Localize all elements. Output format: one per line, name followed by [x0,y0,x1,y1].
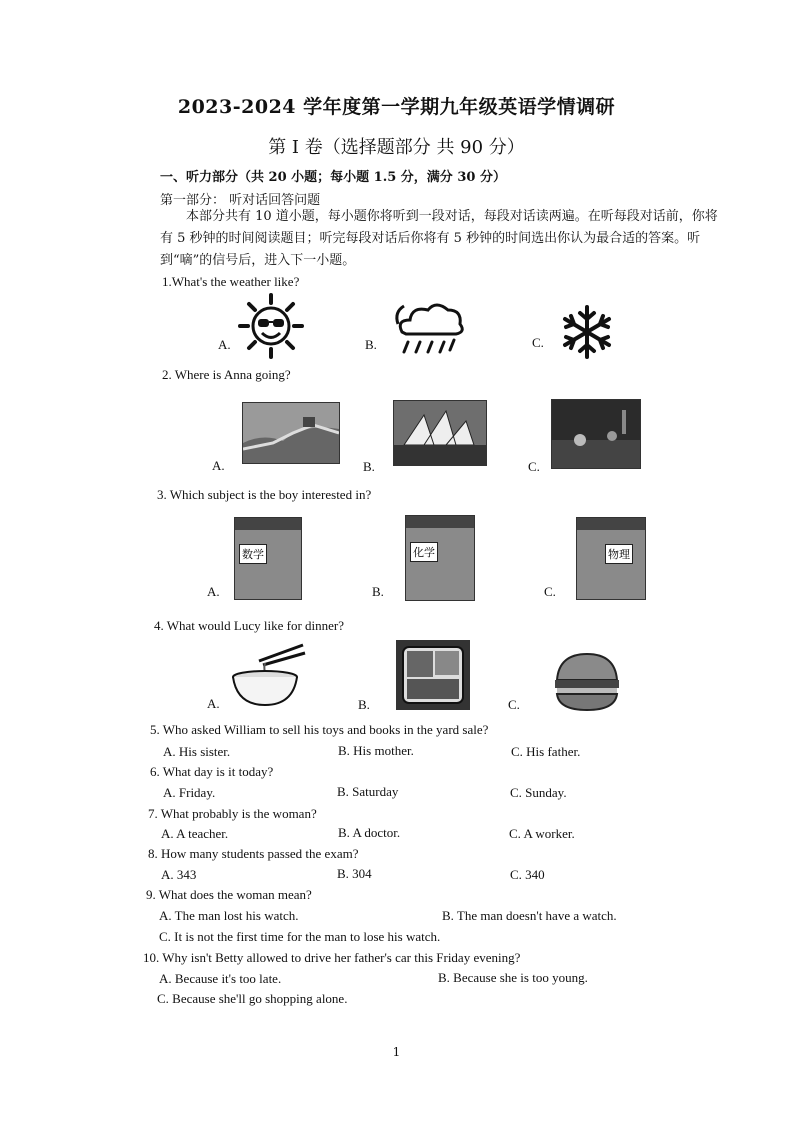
option-b: B. A doctor. [338,825,401,840]
option-label: A. [212,458,225,473]
night-city-photo [551,399,641,469]
question-9: 9. What does the woman mean? [146,887,312,902]
option-a: A. A teacher. [161,826,229,841]
book-title: 化学 [410,542,438,562]
option-b: B. Because she is too young. [438,970,588,985]
option-label: C. [532,335,544,350]
option-a: A. The man lost his watch. [159,908,299,923]
book-title: 数学 [239,544,267,564]
question-2: 2. Where is Anna going? [162,367,291,382]
option-a: A. Because it's too late. [159,971,282,986]
exam-title: 2023-2024 学年度第一学期九年级英语学情调研 [177,96,616,118]
sun-icon [238,293,304,359]
question-1: 1.What's the weather like? [162,274,300,289]
page-number: 1 [392,1045,401,1059]
opera-house-photo [393,400,487,466]
question-6: 6. What day is it today? [150,764,274,779]
option-label: A. [207,696,220,711]
great-wall-photo [242,402,340,464]
option-label: A. [218,337,231,352]
option-label: B. [358,697,370,712]
option-c: C. A worker. [509,826,575,841]
rain-cloud-icon [392,298,468,360]
option-label: C. [508,697,520,712]
book-title: 物理 [605,544,633,564]
option-label: B. [365,337,377,352]
part-label: 第一部分： 听对话回答问题 [160,193,321,208]
option-a: A. 343 [161,867,197,882]
option-label: B. [372,584,384,599]
option-b: B. His mother. [338,743,414,758]
option-label: B. [363,459,375,474]
option-b: B. Saturday [337,784,399,799]
option-a: A. Friday. [163,785,216,800]
option-c: C. It is not the first time for the man to lose his watch. [159,929,441,944]
hamburger-photo [551,650,623,714]
instructions-paragraph: 本部分共有 10 道小题，每小题你将听到一段对话，每段对话读两遍。在听每段对话前，你将有 5 秒钟的时间阅读题目；听完每段对话后你将有 5 秒钟的时间选出你认为最合适的答案。听到“嘀”的信号后，进入下一小题。 [160,209,718,268]
section-heading: 一、听力部分（共 20 小题；每小题 1.5 分，满分 30 分） [160,170,506,185]
option-c: C. 340 [510,867,545,882]
question-10: 10. Why isn't Betty allowed to drive her father's car this Friday evening? [143,950,521,965]
option-label: A. [207,584,220,599]
question-5: 5. Who asked William to sell his toys and books in the yard sale? [150,722,489,737]
snowflake-icon [560,305,614,359]
option-b: B. 304 [337,866,372,881]
option-label: C. [544,584,556,599]
option-a: A. His sister. [163,744,231,759]
physics-book-cover [576,517,646,600]
part-subtitle: 第 I 卷（选择题部分 共 90 分） [268,137,525,158]
option-b: B. The man doesn't have a watch. [442,908,617,923]
option-c: C. His father. [511,744,581,759]
question-3: 3. Which subject is the boy interested in? [157,487,372,502]
math-book-cover [234,517,302,600]
lunch-box-photo [396,640,470,710]
question-4: 4. What would Lucy like for dinner? [154,618,345,633]
question-7: 7. What probably is the woman? [148,806,317,821]
chemistry-book-cover [405,515,475,601]
question-8: 8. How many students passed the exam? [148,846,359,861]
option-label: C. [528,459,540,474]
option-c: C. Because she'll go shopping alone. [157,991,348,1006]
option-c: C. Sunday. [510,785,567,800]
noodle-bowl-icon [229,643,307,709]
